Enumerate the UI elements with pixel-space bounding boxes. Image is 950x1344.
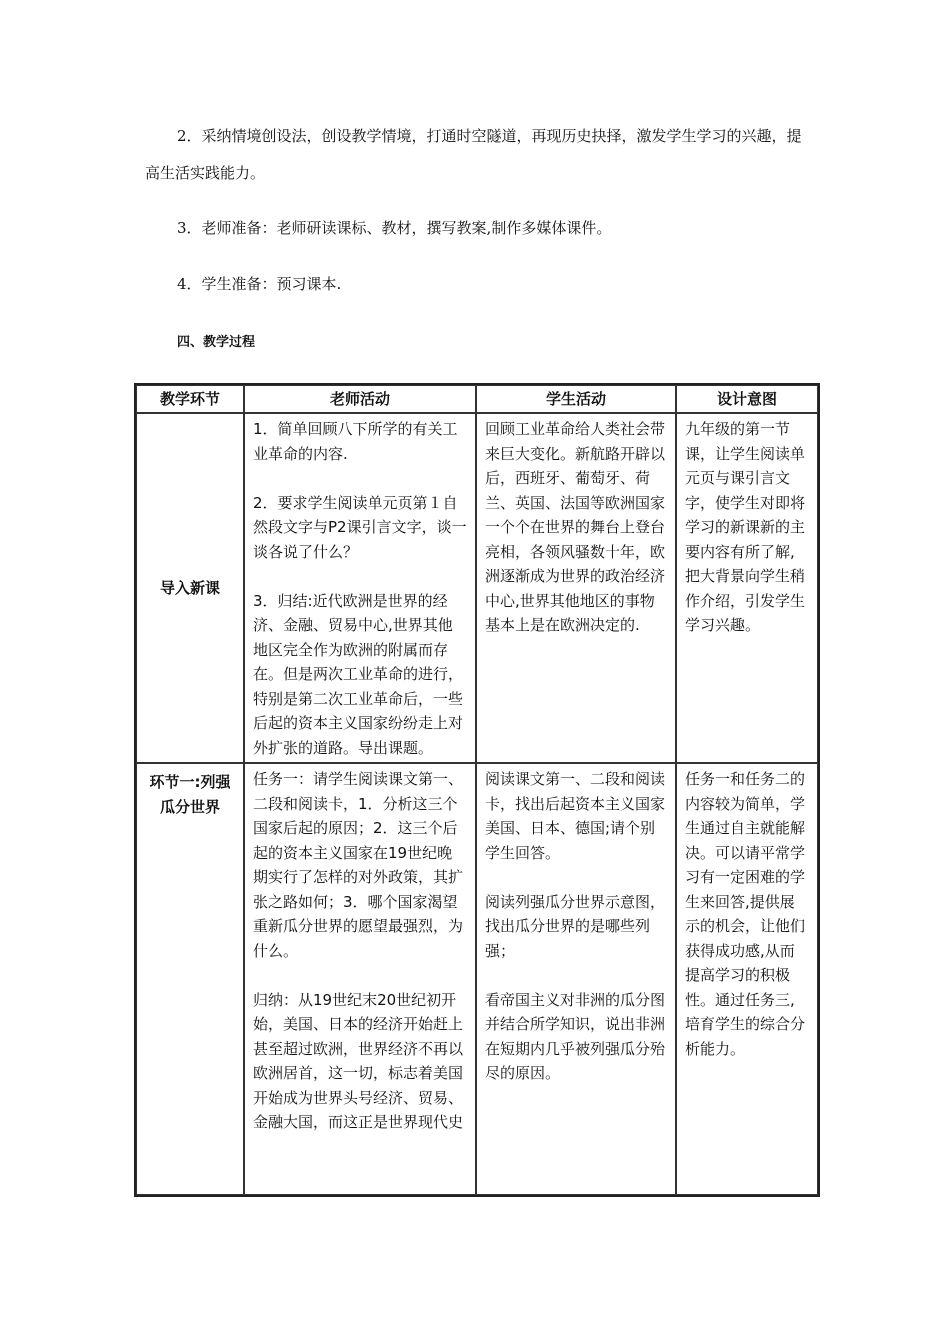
student-activity-cell xyxy=(476,413,676,763)
teaching-process-table xyxy=(134,383,820,1197)
section-heading: 四、教学过程 xyxy=(177,335,256,350)
teacher-activity-cell xyxy=(244,763,476,1195)
student-activity-item: 看帝国主义对非洲的瓜分图并结合所学知识，说出非洲在短期内几乎被列强瓜分殆尽的原因。 xyxy=(485,990,666,1082)
design-intent-item: 任务一和任务二的内容较为简单，学生通过自主就能解决。可以请平常学习有一定困难的学生来回答,提供展示的机会，让他们获得成功感,从而提高学习的积极性。通过任务三,培育学生的综合分析能力。 xyxy=(685,770,806,1058)
design-intent-item: 九年级的第一节课，让学生阅读单元页与课引言文字，使学生对即将学习的新课新的主要内容有所了解,把大背景向学生稍作介绍，引发学生学习兴趣。 xyxy=(685,420,806,634)
student-activity-item: 回顾工业革命给人类社会带来巨大变化。新航路开辟以后，西班牙、葡萄牙、荷兰、英国、法国等欧洲国家一个个在世界的舞台上登台亮相，各领风骚数十年，欧洲逐渐成为世界的政治经济中心,世界其他地区的事物基本上是在欧洲决定的. xyxy=(485,420,666,634)
teacher-activity-item: 任务一：请学生阅读课文第一、二段和阅读卡，1．分析这三个国家后起的原因；2．这三个后起的资本主义国家在19世纪晚期实行了怎样的对外政策，其扩张之路如何；3．哪个国家渴望重新瓜分世界的愿望最强烈，为什么。 xyxy=(253,770,464,960)
paragraph-teacher-prep xyxy=(145,210,810,247)
student-activity-item: 阅读课文第一、二段和阅读卡，找出后起资本主义国家美国、日本、德国;请个别学生回答。 xyxy=(485,770,666,862)
design-intent-cell xyxy=(676,413,818,763)
student-activity-item: 阅读列强瓜分世界示意图，找出瓜分世界的是哪些列强； xyxy=(485,892,666,960)
paragraph-method xyxy=(145,118,810,192)
paragraph-method-text: 2．采纳情境创设法，创设教学情境，打通时空隧道，再现历史抉择，激发学生学习的兴趣，提高生活实践能力。 xyxy=(145,127,802,182)
stage-cell: 导入新课 xyxy=(136,413,244,763)
design-intent-cell xyxy=(676,763,818,1195)
paragraph-student-prep xyxy=(145,266,810,303)
table-row xyxy=(136,763,818,1195)
paragraph-teacher-prep-text: 3．老师准备：老师研读课标、教材，撰写教案,制作多媒体课件。 xyxy=(177,219,612,237)
stage-cell: 环节一:列强瓜分世界 xyxy=(136,763,244,1195)
header-stage: 教学环节 xyxy=(136,385,244,413)
header-design-intent: 设计意图 xyxy=(676,385,818,413)
teacher-activity-item: 3．归结:近代欧洲是世界的经济、金融、贸易中心,世界其他地区完全作为欧洲的附属而存在。但是两次工业革命的进行，特别是第二次工业革命后，一些后起的资本主义国家纷纷走上对外扩张的道路。导出课题。 xyxy=(253,591,464,757)
paragraph-student-prep-text: 4．学生准备：预习课本. xyxy=(177,275,342,293)
teacher-activity-item: 2．要求学生阅读单元页第１自然段文字与P2课引言文字，谈一谈各说了什么？ xyxy=(253,493,467,561)
teacher-activity-cell xyxy=(244,413,476,763)
header-student-activity: 学生活动 xyxy=(476,385,676,413)
table-header-row xyxy=(136,385,818,413)
header-teacher-activity: 老师活动 xyxy=(244,385,476,413)
teacher-activity-item: 归纳：从19世纪末20世纪初开始，美国、日本的经济开始赶上甚至超过欧洲，世界经济不再以欧洲居首，这一切，标志着美国开始成为世界头号经济、贸易、金融大国，而这正是世界现代史 xyxy=(253,990,464,1131)
teacher-activity-item: 1．简单回顾八下所学的有关工业革命的内容. xyxy=(253,420,458,463)
student-activity-cell xyxy=(476,763,676,1195)
table-row xyxy=(136,413,818,763)
